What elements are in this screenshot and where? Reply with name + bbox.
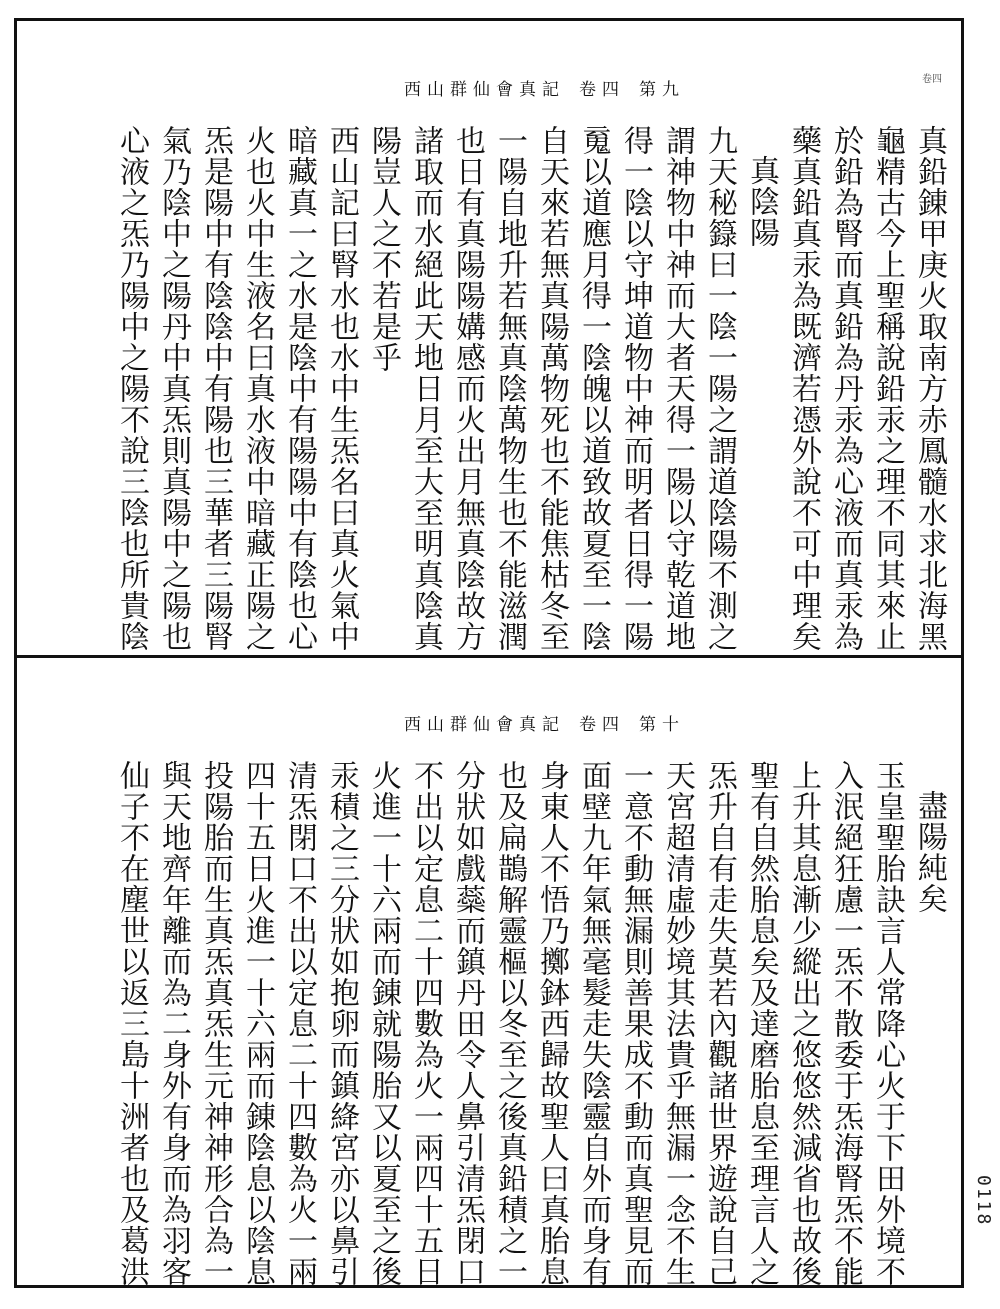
text-column: 真陰陽 [744,155,779,248]
bottom-book-title: 西山群仙會真記 [404,715,565,735]
text-column: 清炁閉口不出以定息二十四數為火一兩 [282,760,317,1287]
top-text-columns [40,125,950,665]
text-column: 真鉛錬甲庚火取南方赤鳳髓水求北海黑 [912,125,947,652]
bottom-running-head [390,710,685,735]
text-column: 一意不動無漏則善果成不動而真聖見而 [618,760,653,1287]
text-column: 與天地齊年離而為二身外有身而為羽客 [156,760,191,1287]
text-column: 暗藏真一之水是陰中有陽陽中有陰也心 [282,125,317,652]
text-column: 一陽自地升若無真陰萬物生也不能滋潤 [492,125,527,652]
text-column: 四十五日火進一十六兩而錬陰息以陰息 [240,760,275,1287]
text-column: 盡陽純矣 [912,790,947,914]
text-column: 面壁九年氣無毫髮走失陰靈自外而身有 [576,760,611,1287]
text-column: 也及扁鵲解靈樞以冬至之後真鉛積之一 [492,760,527,1287]
text-column: 也日有真陽陽媾感而火出月無真陰故方 [450,125,485,652]
text-column: 仙子不在塵世以返三島十洲者也及葛洪 [114,760,149,1287]
top-page [40,75,950,652]
top-book-title: 西山群仙會真記 [404,80,565,100]
text-column: 身東人不悟乃擲鉢西歸故聖人曰真胎息 [534,760,569,1287]
text-column: 氣乃陰中之陽丹中真炁則真陽中之陽也 [156,125,191,652]
text-column: 分狀如戲蘂而鎮丹田令人鼻引清炁閉口 [450,760,485,1287]
text-column: 入泯絕狂慮一炁不散委于炁海腎炁不能 [828,760,863,1287]
text-column: 西山記曰腎水也水中生炁名曰真火氣中 [324,125,359,652]
edge-mark: 卷四 [922,74,942,85]
text-column: 炁是陽中有陰陰中有陽也三華者三陽腎 [198,125,233,652]
text-column: 玉皇聖胎訣言人常降心火于下田外境不 [870,760,905,1287]
text-column: 藥真鉛真汞為既濟若憑外說不可中理矣 [786,125,821,652]
text-column: 汞積之三分狀如抱卵而鎮絳宮亦以鼻引 [324,760,359,1287]
text-column: 䰟以道應月得一陰魄以道致故夏至一陰 [576,125,611,652]
page-number: 0118 [973,1175,994,1227]
text-column: 火進一十六兩而錬就陽胎又以夏至之後 [366,760,401,1287]
bottom-page [40,710,950,1287]
text-column: 自天來若無真陽萬物死也不能焦枯冬至 [534,125,569,652]
text-column: 諸取而水絕此天地日月至大至明真陰真 [408,125,443,652]
top-folio: 第九 [639,80,685,100]
bottom-folio: 第十 [639,715,685,735]
text-column: 天宮超清虛妙境其法貴乎無漏一念不生 [660,760,695,1287]
bottom-volume: 卷四 [579,715,625,735]
text-column: 上升其息漸少縱出之悠悠然減省也故後 [786,760,821,1287]
text-column: 心液之炁乃陽中之陽不說三陰也所貴陰 [114,125,149,652]
text-column: 陽豈人之不若是乎 [366,125,401,373]
text-column: 龜精古今上聖稱說鉛汞之理不同其來止 [870,125,905,652]
text-column: 火也火中生液名曰真水液中暗藏正陽之 [240,125,275,652]
text-column: 聖有自然胎息矣及達磨胎息至理言人之 [744,760,779,1287]
text-column: 於鉛為腎而真鉛為丹汞為心液而真汞為 [828,125,863,652]
text-column: 投陽胎而生真炁真炁生元神神形合為一 [198,760,233,1287]
text-column: 九天秘籙曰一陰一陽之謂道陰陽不測之 [702,125,737,652]
text-column: 炁升自有走失莫若內觀諸世界遊說自己 [702,760,737,1287]
text-column: 得一陰以守坤道物中神而明者日得一陽 [618,125,653,652]
bottom-text-columns [40,760,950,1300]
text-column: 謂神物中神而大者天得一陽以守乾道地 [660,125,695,652]
top-volume: 卷四 [579,80,625,100]
top-running-head [390,75,685,100]
text-column: 不出以定息二十四數為火一兩四十五日 [408,760,443,1287]
